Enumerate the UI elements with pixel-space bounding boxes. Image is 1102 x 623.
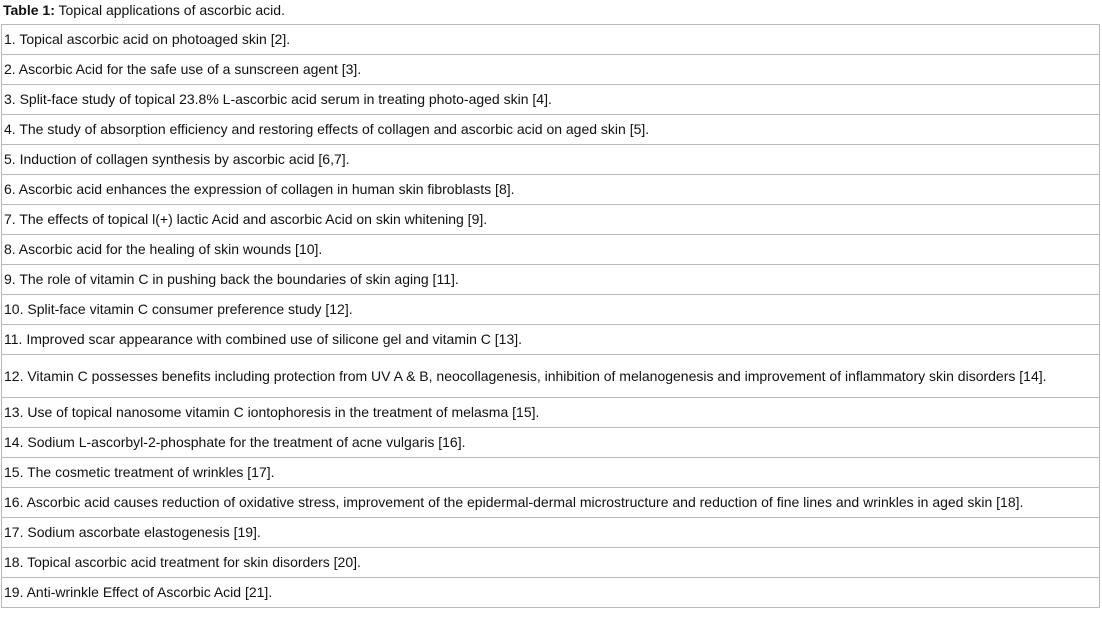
table-row: [2, 205, 1100, 235]
table-row: [2, 325, 1100, 355]
table-row: [2, 175, 1100, 205]
table-cell: 4. The study of absorption efficiency and restoring effects of collagen and ascorbic acid on aged skin [5].: [2, 115, 1100, 145]
table-cell: 2. Ascorbic Acid for the safe use of a sunscreen agent [3].: [2, 55, 1100, 85]
table-row: [2, 488, 1100, 518]
table-cell: 17. Sodium ascorbate elastogenesis [19].: [2, 518, 1100, 548]
table-caption-label: Table 1:: [3, 2, 55, 18]
table-cell: 8. Ascorbic acid for the healing of skin wounds [10].: [2, 235, 1100, 265]
table-cell: 7. The effects of topical l(+) lactic Acid and ascorbic Acid on skin whitening [9].: [2, 205, 1100, 235]
table-row: [2, 518, 1100, 548]
table-cell: 1. Topical ascorbic acid on photoaged skin [2].: [2, 25, 1100, 55]
applications-table: [1, 24, 1100, 608]
table-row: [2, 235, 1100, 265]
table-row: [2, 548, 1100, 578]
table-cell: 15. The cosmetic treatment of wrinkles [17].: [2, 458, 1100, 488]
table-cell: 12. Vitamin C possesses benefits including protection from UV A & B, neocollagenesis, inhibition of melanogenesis and improvement of inflammatory skin disorders [14].: [2, 355, 1100, 398]
table-row: [2, 295, 1100, 325]
table-cell: 5. Induction of collagen synthesis by ascorbic acid [6,7].: [2, 145, 1100, 175]
table-row: [2, 145, 1100, 175]
table-row: [2, 115, 1100, 145]
table-row: [2, 265, 1100, 295]
table-caption-text: Topical applications of ascorbic acid.: [54, 2, 285, 18]
table-row: [2, 428, 1100, 458]
table-cell: 13. Use of topical nanosome vitamin C iontophoresis in the treatment of melasma [15].: [2, 398, 1100, 428]
table-cell: 19. Anti-wrinkle Effect of Ascorbic Acid [21].: [2, 578, 1100, 608]
table-caption: [3, 2, 285, 18]
table-row: [2, 85, 1100, 115]
table-row: [2, 458, 1100, 488]
table-cell: 16. Ascorbic acid causes reduction of oxidative stress, improvement of the epidermal-dermal microstructure and reduction of fine lines and wrinkles in aged skin [18].: [2, 488, 1100, 518]
table-row: [2, 578, 1100, 608]
table-cell: 18. Topical ascorbic acid treatment for skin disorders [20].: [2, 548, 1100, 578]
table-row: [2, 398, 1100, 428]
table-row: [2, 55, 1100, 85]
table-row: [2, 355, 1100, 398]
table-cell: 6. Ascorbic acid enhances the expression of collagen in human skin fibroblasts [8].: [2, 175, 1100, 205]
table-cell: 9. The role of vitamin C in pushing back the boundaries of skin aging [11].: [2, 265, 1100, 295]
table-cell: 10. Split-face vitamin C consumer preference study [12].: [2, 295, 1100, 325]
table-cell: 3. Split-face study of topical 23.8% L-ascorbic acid serum in treating photo-aged skin [4].: [2, 85, 1100, 115]
table-cell: 11. Improved scar appearance with combined use of silicone gel and vitamin C [13].: [2, 325, 1100, 355]
table-cell: 14. Sodium L-ascorbyl-2-phosphate for the treatment of acne vulgaris [16].: [2, 428, 1100, 458]
table-row: [2, 25, 1100, 55]
